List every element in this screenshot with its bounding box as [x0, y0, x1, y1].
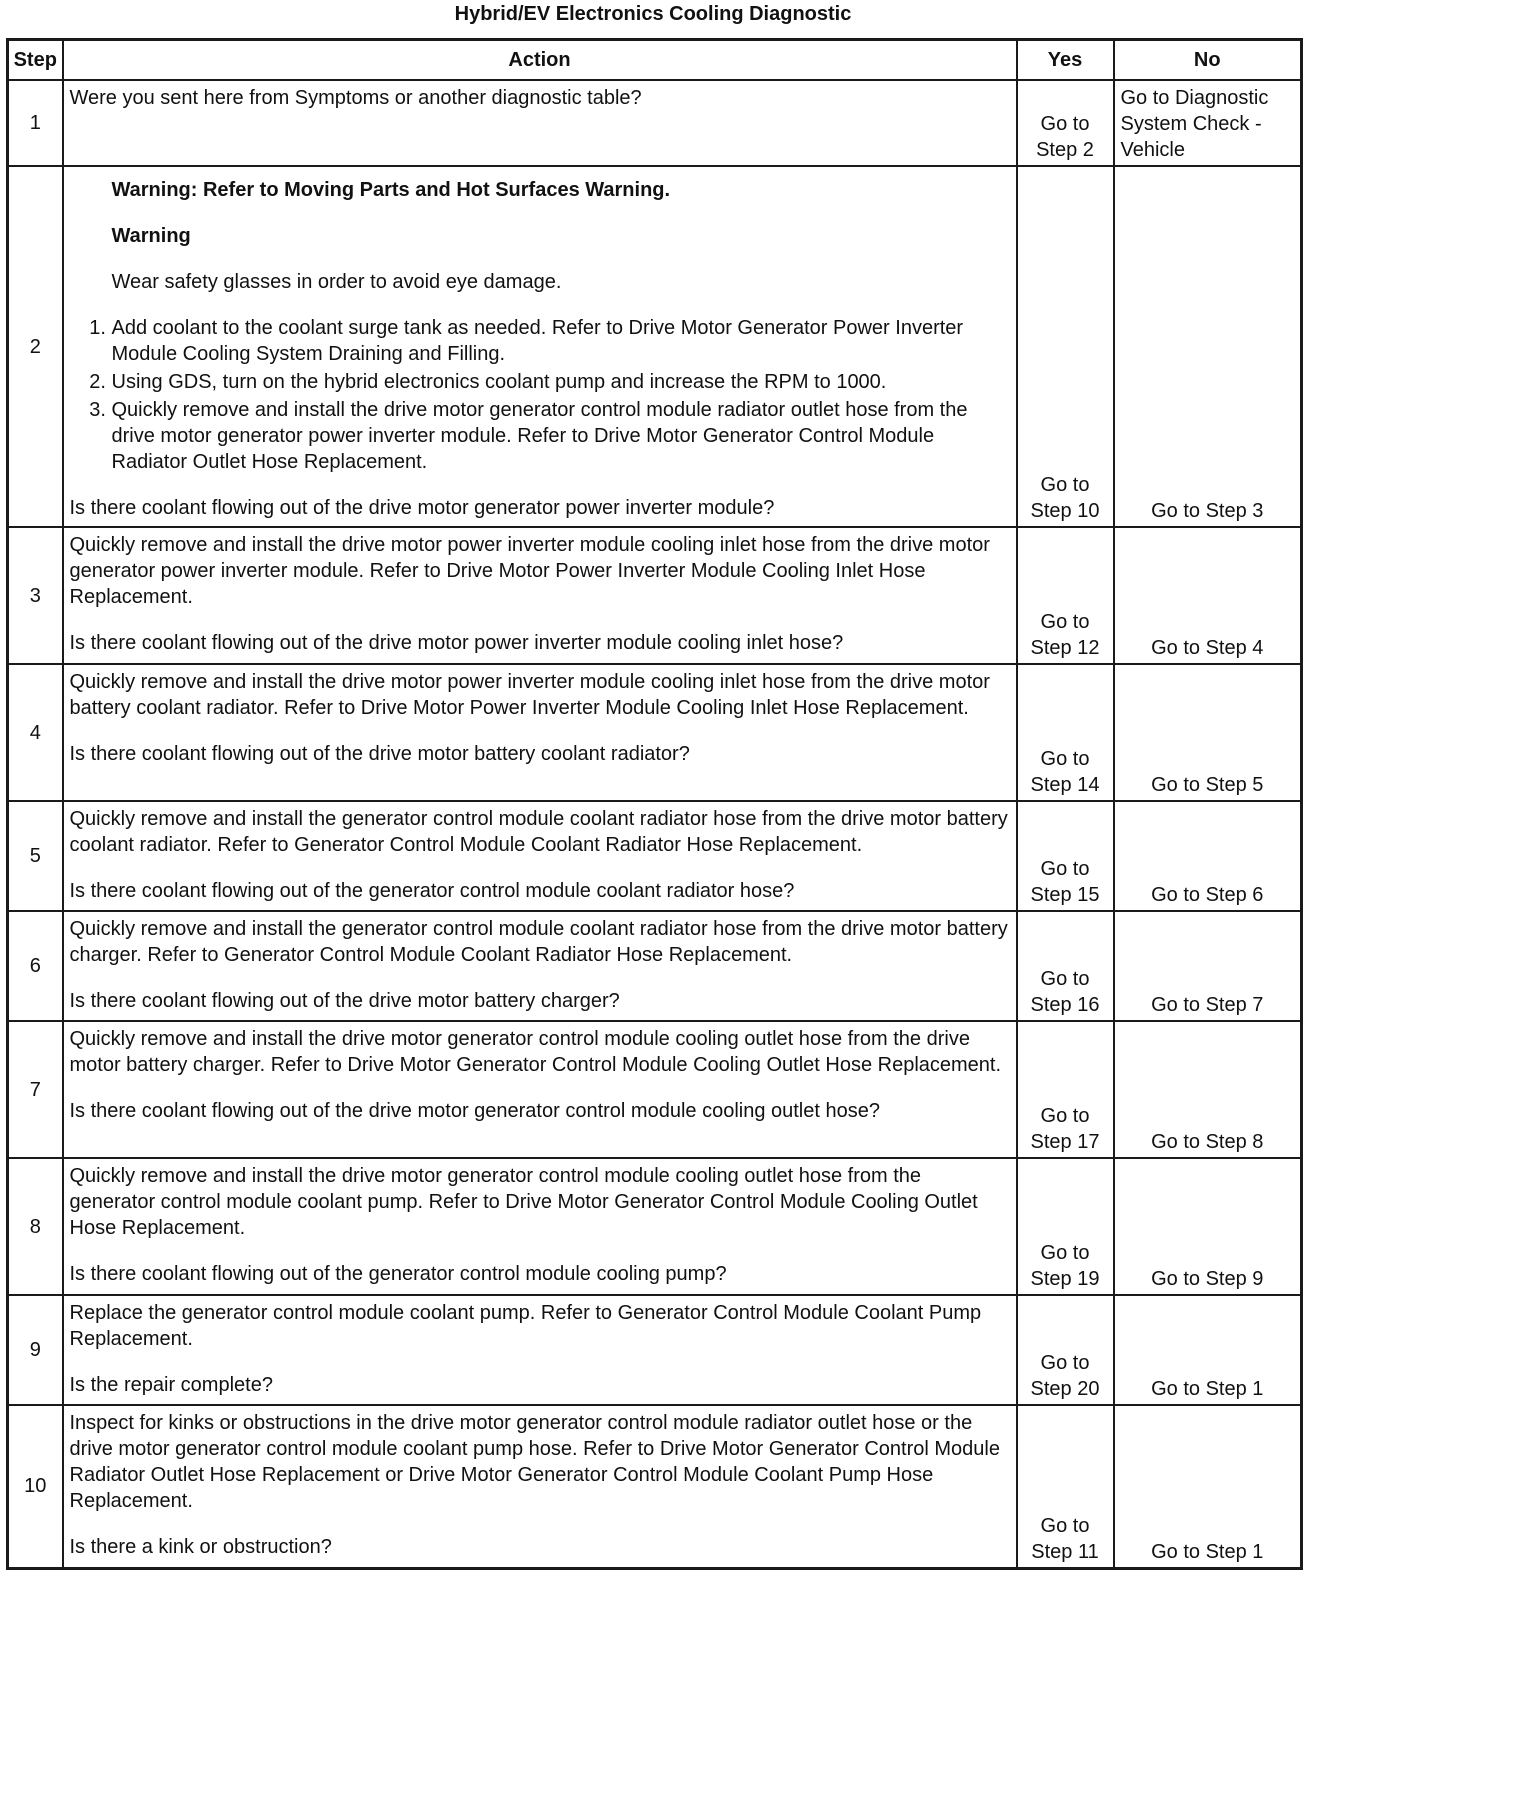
- yes-step: Step 15: [1030, 884, 1100, 906]
- yes-step: Step 14: [1030, 774, 1100, 796]
- action-text: Quickly remove and install the drive motor generator control module cooling outlet hose from the drive motor battery charger. Refer to Drive Motor Generator Control Module Cooling Outlet Hose Replacement.: [69, 1028, 1002, 1076]
- yes-goto: Go to: [1040, 1242, 1090, 1264]
- warning-title: Warning: Refer to Moving Parts and Hot Surfaces Warning.: [111, 179, 671, 201]
- yes-goto: Go to: [1040, 1352, 1090, 1374]
- question-text: Is there a kink or obstruction?: [69, 1536, 332, 1558]
- step-number: 4: [8, 664, 63, 801]
- table-row: [8, 527, 1302, 664]
- yes-step: Step 2: [1036, 139, 1094, 161]
- header-yes: Yes: [1017, 40, 1114, 81]
- yes-goto: Go to: [1040, 748, 1090, 770]
- question-text: Is there coolant flowing out of the drive motor generator power inverter module?: [69, 497, 775, 519]
- action-cell: [63, 801, 1017, 911]
- action-cell: [63, 80, 1017, 166]
- action-text: Were you sent here from Symptoms or another diagnostic table?: [69, 87, 642, 109]
- yes-step: Step 12: [1030, 637, 1100, 659]
- warning-block: [70, 177, 1010, 295]
- action-cell: [63, 911, 1017, 1021]
- warning-label: Warning: [111, 225, 191, 247]
- no-cell: Go to Step 7: [1114, 911, 1302, 1021]
- no-cell: Go to Step 1: [1114, 1405, 1302, 1568]
- question-text: Is there coolant flowing out of the generator control module cooling pump?: [69, 1263, 727, 1285]
- step-number: 3: [8, 527, 63, 664]
- yes-goto: Go to: [1040, 1105, 1090, 1127]
- yes-step: Step 20: [1030, 1378, 1100, 1400]
- yes-step: Step 10: [1030, 500, 1100, 522]
- action-text: Quickly remove and install the drive motor generator control module cooling outlet hose from the generator control module coolant pump. Refer to Drive Motor Generator Control Module Cooling Outlet Hose Replacement.: [69, 1165, 978, 1239]
- step-number: 2: [8, 166, 63, 527]
- question-text: Is there coolant flowing out of the drive motor battery charger?: [69, 990, 620, 1012]
- table-row: [8, 166, 1302, 527]
- yes-cell: [1017, 1405, 1114, 1568]
- action-text: Quickly remove and install the generator control module coolant radiator hose from the drive motor battery charger. Refer to Generator Control Module Coolant Radiator Hose Replacement.: [69, 918, 1008, 966]
- header-action: Action: [63, 40, 1017, 81]
- no-cell: Go to Step 5: [1114, 664, 1302, 801]
- question-text: Is the repair complete?: [69, 1374, 273, 1396]
- yes-step: Step 11: [1031, 1540, 1099, 1563]
- no-cell: Go to Step 8: [1114, 1021, 1302, 1158]
- diagnostic-table: [6, 38, 1303, 1570]
- yes-step: Step 19: [1030, 1268, 1100, 1290]
- table-row: [8, 1405, 1302, 1568]
- action-text: Replace the generator control module coolant pump. Refer to Generator Control Module Coolant Pump Replacement.: [69, 1302, 982, 1350]
- yes-cell: [1017, 1158, 1114, 1295]
- no-cell: Go to Step 9: [1114, 1158, 1302, 1295]
- yes-step: Step 17: [1030, 1131, 1100, 1153]
- table-row: [8, 1295, 1302, 1405]
- action-text: Inspect for kinks or obstructions in the drive motor generator control module radiator outlet hose or the drive motor generator control module coolant pump hose. Refer to Drive Motor Generator Control Module Radiator Outlet Hose Replacement or Drive Motor Generator Control Module Coolant Pump Hose Replacement.: [69, 1412, 1000, 1512]
- step-number: 8: [8, 1158, 63, 1295]
- question-text: Is there coolant flowing out of the drive motor power inverter module cooling inlet hose?: [69, 632, 844, 654]
- substep-item: 2. Using GDS, turn on the hybrid electronics coolant pump and increase the RPM to 1000.: [112, 369, 1010, 395]
- table-row: [8, 80, 1302, 166]
- action-text: Quickly remove and install the generator control module coolant radiator hose from the drive motor battery coolant radiator. Refer to Generator Control Module Coolant Radiator Hose Replacement.: [69, 808, 1008, 856]
- substep-list: [70, 315, 1010, 475]
- yes-cell: [1017, 80, 1114, 166]
- no-cell: Go to Step 1: [1114, 1295, 1302, 1405]
- table-row: [8, 801, 1302, 911]
- yes-goto: Go to: [1040, 858, 1090, 880]
- header-no: No: [1114, 40, 1302, 81]
- no-cell: Go to Diagnostic System Check - Vehicle: [1114, 80, 1302, 166]
- action-cell: [63, 166, 1017, 527]
- question-text: Is there coolant flowing out of the drive motor battery coolant radiator?: [69, 743, 690, 765]
- table-row: [8, 1021, 1302, 1158]
- action-text: Quickly remove and install the drive motor power inverter module cooling inlet hose from the drive motor generator power inverter module. Refer to Drive Motor Power Inverter Module Cooling Inlet Hose Replacement.: [69, 534, 990, 608]
- step-number: 9: [8, 1295, 63, 1405]
- yes-goto: Go to: [1040, 611, 1090, 633]
- substep-item: 1. Add coolant to the coolant surge tank as needed. Refer to Drive Motor Generator Power Inverter Module Cooling System Draining and Filling.: [112, 315, 1010, 367]
- yes-cell: [1017, 911, 1114, 1021]
- yes-cell: [1017, 1295, 1114, 1405]
- question-text: Is there coolant flowing out of the generator control module coolant radiator hose?: [69, 880, 795, 902]
- action-cell: [63, 664, 1017, 801]
- no-cell: Go to Step 3: [1114, 166, 1302, 527]
- action-cell: [63, 1021, 1017, 1158]
- substep-item: 3. Quickly remove and install the drive motor generator control module radiator outlet hose from the drive motor generator power inverter module. Refer to Drive Motor Generator Control Module Radiator Outlet Hose Replacement.: [112, 397, 1010, 475]
- no-cell: Go to Step 6: [1114, 801, 1302, 911]
- yes-goto: Go to: [1040, 113, 1090, 135]
- step-number: 1: [8, 80, 63, 166]
- yes-cell: [1017, 664, 1114, 801]
- table-row: [8, 664, 1302, 801]
- step-number: 6: [8, 911, 63, 1021]
- yes-goto: Go to: [1040, 968, 1090, 990]
- action-text: Quickly remove and install the drive motor power inverter module cooling inlet hose from the drive motor battery coolant radiator. Refer to Drive Motor Power Inverter Module Cooling Inlet Hose Replacement.: [69, 671, 990, 719]
- step-number: 7: [8, 1021, 63, 1158]
- yes-cell: [1017, 527, 1114, 664]
- document-title: Hybrid/EV Electronics Cooling Diagnostic: [454, 3, 852, 25]
- action-cell: [63, 1295, 1017, 1405]
- no-cell: Go to Step 4: [1114, 527, 1302, 664]
- yes-step: Step 16: [1030, 994, 1100, 1016]
- header-row: [8, 40, 1302, 81]
- yes-goto: Go to: [1040, 1514, 1090, 1537]
- header-step: Step: [8, 40, 63, 81]
- step-number: 5: [8, 801, 63, 911]
- action-cell: [63, 1405, 1017, 1568]
- yes-cell: [1017, 1021, 1114, 1158]
- action-cell: [63, 1158, 1017, 1295]
- action-cell: [63, 527, 1017, 664]
- table-row: [8, 1158, 1302, 1295]
- yes-cell: [1017, 801, 1114, 911]
- question-text: Is there coolant flowing out of the drive motor generator control module cooling outlet hose?: [69, 1100, 880, 1122]
- yes-goto: Go to: [1040, 474, 1090, 496]
- yes-cell: [1017, 166, 1114, 527]
- warning-text: Wear safety glasses in order to avoid eye damage.: [111, 271, 562, 293]
- step-number: 10: [8, 1405, 63, 1568]
- table-row: [8, 911, 1302, 1021]
